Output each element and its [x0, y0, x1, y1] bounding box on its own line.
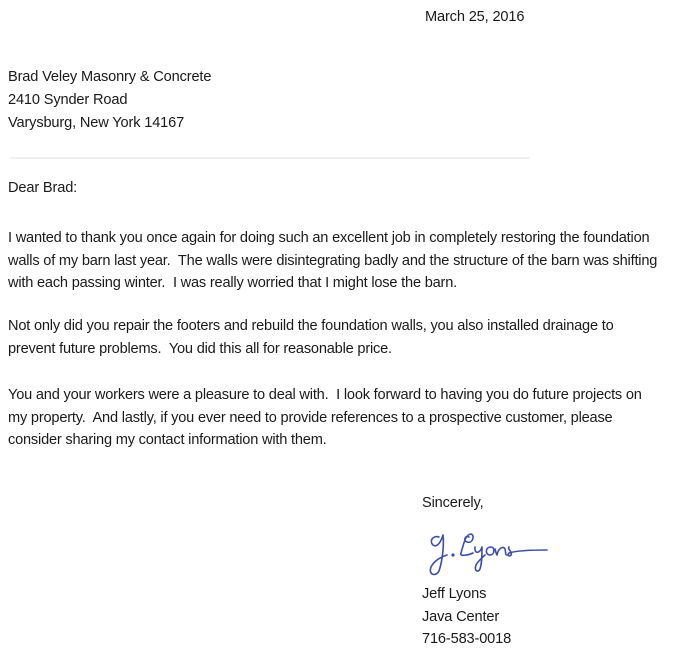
- recipient-street: 2410 Synder Road: [8, 92, 128, 108]
- paragraph-line: prevent future problems. You did this all for reasonable price.: [8, 340, 392, 357]
- paragraph-line: consider sharing my contact information with them.: [8, 432, 327, 448]
- paragraph-line: with each passing winter. I was really worried that I might lose the barn.: [8, 275, 457, 291]
- paragraph-line: I wanted to thank you once again for doing such an excellent job in completely restoring the foundation: [8, 230, 650, 246]
- recipient-city: Varysburg, New York 14167: [8, 115, 185, 131]
- paragraph-3: [8, 384, 642, 452]
- closing: Sincerely,: [422, 495, 484, 511]
- paragraph-line: my property. And lastly, if you ever need to provide references to a prospective customer, please: [8, 409, 613, 426]
- sender-name: Jeff Lyons: [422, 586, 487, 602]
- paragraph-1: [8, 227, 657, 295]
- salutation: Dear Brad:: [8, 180, 78, 196]
- recipient-name: Brad Veley Masonry & Concrete: [8, 69, 212, 85]
- paragraph-line: Not only did you repair the footers and rebuild the foundation walls, you also installed drainage to: [8, 318, 614, 334]
- sender-location: Java Center: [422, 609, 500, 625]
- paragraph-line: You and your workers were a pleasure to deal with. I look forward to having you do future projects on: [8, 387, 642, 403]
- letter-date: March 25, 2016: [425, 9, 525, 25]
- sender-phone: 716-583-0018: [422, 631, 512, 647]
- paragraph-line: walls of my barn last year. The walls were disintegrating badly and the structure of the barn was shifting: [8, 252, 658, 269]
- paragraph-2: [8, 315, 614, 360]
- handwritten-signature: [425, 525, 550, 577]
